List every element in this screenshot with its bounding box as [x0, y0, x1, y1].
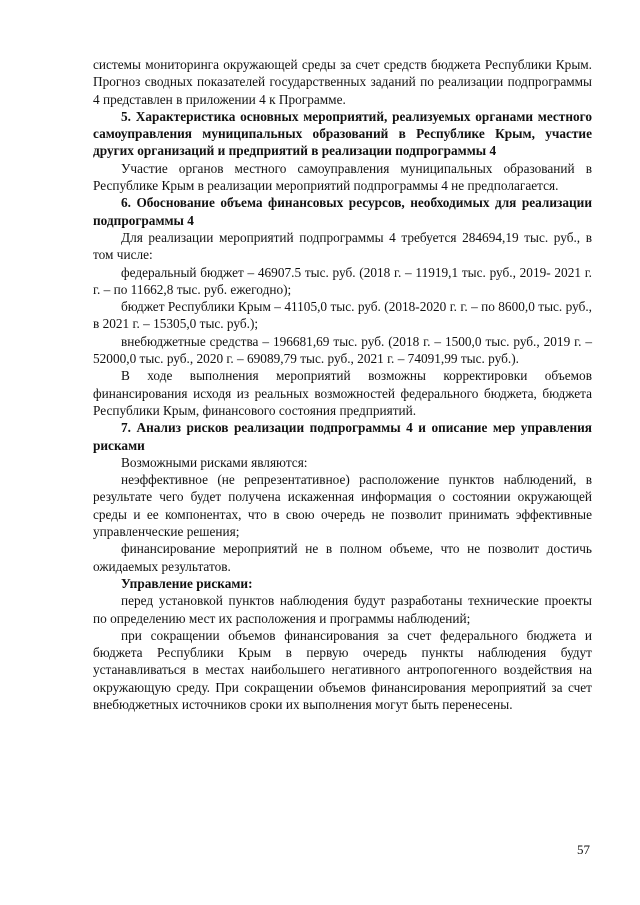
- paragraph-crimea-budget: бюджет Республики Крым – 41105,0 тыс. руб. (2018-2020 г. г. – по 8600,0 тыс. руб., в 2021 г. – 15305,0 тыс. руб.);: [93, 299, 592, 332]
- document-body: [93, 56, 592, 713]
- paragraph-risk-financing: финансирование мероприятий не в полном объеме, что не позволит достичь ожидаемых результатов.: [93, 541, 592, 574]
- risk-management-heading: Управление рисками:: [121, 575, 253, 591]
- section-5-heading: 5. Характеристика основных мероприятий, реализуемых органами местного самоуправления муниципальных образований в Республике Крым, участие других организаций и предприятий в реализации подпрограммы 4: [93, 108, 592, 159]
- paragraph-federal-budget: федеральный бюджет – 46907.5 тыс. руб. (2018 г. – 11919,1 тыс. руб., 2019- 2021 г. г. – по 11662,8 тыс. руб. ежегодно);: [93, 264, 592, 297]
- paragraph-management-reduction: при сокращении объемов финансирования за счет федерального бюджета и бюджета Республики Крым в первую очередь пункты наблюдения будут устанавливаться в местах наибольшего негативного антропогенного воздействия на окружающую среду. При сокращении объемов финансирования мероприятий за счет внебюджетных источников сроки их выполнения могут быть перенесены.: [93, 627, 592, 712]
- paragraph-local-government: Участие органов местного самоуправления муниципальных образований в Республике Крым в реализации мероприятий подпрограммы 4 не предполагается.: [93, 160, 592, 194]
- paragraph-risks-intro: Возможными рисками являются:: [121, 454, 308, 470]
- section-6-heading: 6. Обоснование объема финансовых ресурсов, необходимых для реализации подпрограммы 4: [93, 195, 592, 228]
- paragraph-funding-total: Для реализации мероприятий подпрограммы 4 требуется 284694,19 тыс. руб., в том числе:: [93, 229, 592, 263]
- paragraph-adjustments: В ходе выполнения мероприятий возможны корректировки объемов финансирования исходя из реальных возможностей федерального бюджета, бюджета Республики Крым, финансового состояния предприятий.: [93, 368, 592, 418]
- paragraph-risk-placement: неэффективное (не репрезентативное) расположение пунктов наблюдений, в результате чего будет получена искаженная информация о состоянии окружающей среды и ее компонентах, что в свою очередь не позволит принимать эффективные управленческие решения;: [93, 472, 592, 540]
- paragraph-management-projects: перед установкой пунктов наблюдения будут разработаны технические проекты по определению мест их расположения и программы наблюдений;: [93, 593, 592, 626]
- page-number: 57: [577, 842, 590, 857]
- paragraph-extrabudgetary: внебюджетные средства – 196681,69 тыс. руб. (2018 г. – 1500,0 тыс. руб., 2019 г. – 52000,0 тыс. руб., 2020 г. – 69089,79 тыс. руб., 2021 г. – 74091,99 тыс. руб.).: [93, 333, 592, 367]
- paragraph-monitoring-continuation: системы мониторинга окружающей среды за счет средств бюджета Республики Крым. Прогноз сводных показателей государственных заданий по реализации подпрограммы 4 представлен в приложении 4 к Программе.: [93, 57, 592, 107]
- section-7-heading: 7. Анализ рисков реализации подпрограммы 4 и описание мер управления рисками: [93, 420, 592, 453]
